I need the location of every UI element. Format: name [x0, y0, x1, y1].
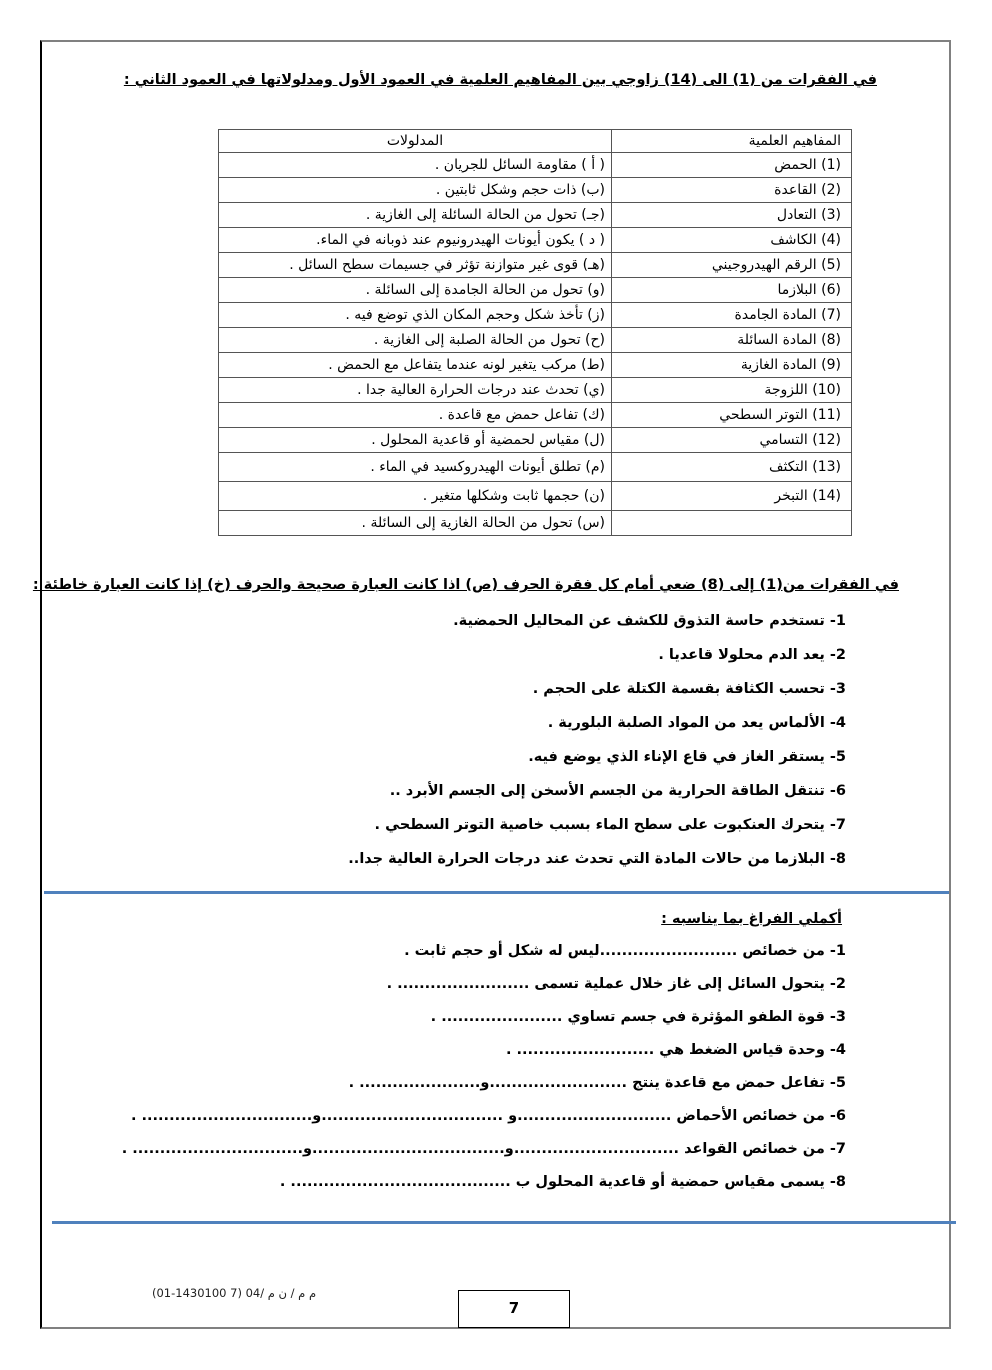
concept-cell: (5) الرقم الهيدروجيني — [612, 253, 852, 278]
header-concepts: المفاهيم العلمية — [612, 130, 852, 153]
fill-blank-item: 8- يسمى مقياس حمضية أو قاعدية المحلول ب ........................................ . — [279, 1174, 846, 1190]
concept-cell: (9) المادة الغازية — [612, 353, 852, 378]
table-row — [219, 228, 852, 253]
meaning-cell: (هـ) قوى غير متوازنة تؤثر في جسيمات سطح السائل . — [219, 253, 612, 278]
concept-cell: (2) القاعدة — [612, 178, 852, 203]
fill-blank-item: 6- من خصائص الأحماض ............................و .................................و............................... . — [130, 1108, 846, 1124]
true-false-item: 5- يستقر الغاز في قاع الإناء الذي يوضع فيه. — [528, 749, 846, 765]
true-false-list — [348, 604, 846, 876]
table-row — [219, 328, 852, 353]
true-false-item: 6- تنتقل الطاقة الحرارية من الجسم الأسخن إلى الجسم الأبرد .. — [389, 783, 846, 799]
meaning-cell: (م) تطلق أيونات الهيدروكسيد في الماء . — [219, 453, 612, 482]
table-row — [219, 278, 852, 303]
concept-cell: (10) اللزوجة — [612, 378, 852, 403]
meaning-cell: (ح) تحول من الحالة الصلبة إلى الغازية . — [219, 328, 612, 353]
concept-cell — [612, 511, 852, 536]
fill-blank-item: 2- يتحول السائل إلى غاز خلال عملية تسمى ........................ . — [386, 976, 846, 992]
table-row — [219, 428, 852, 453]
concept-cell: (1) الحمض — [612, 153, 852, 178]
form-code: (01-1430100 7) 04/ م م / ن م — [152, 1286, 317, 1300]
table-row — [219, 303, 852, 328]
table-row — [219, 353, 852, 378]
meaning-cell: ( د ) يكون أيونات الهيدرونيوم عند ذوبانه في الماء. — [219, 228, 612, 253]
true-false-item: 1- تستخدم حاسة التذوق للكشف عن المحاليل الحمضية. — [453, 613, 846, 629]
matching-table — [218, 129, 852, 536]
true-false-instruction-heading: في الفقرات من(1) إلى (8) ضعي أمام كل فقرة الحرف (ص) اذا كانت العبارة صحيحة والحرف (خ) إذا كانت العبارة خاطئة : — [32, 577, 899, 593]
meaning-cell: (جـ) تحول من الحالة السائلة إلى الغازية . — [219, 203, 612, 228]
concept-cell: (14) التبخر — [612, 482, 852, 511]
section-separator — [44, 891, 949, 894]
fill-blank-item: 4- وحدة قياس الضغط هي ......................... . — [505, 1042, 846, 1058]
meaning-cell: (ب) ذات حجم وشكل ثابتين . — [219, 178, 612, 203]
concept-cell: (12) التسامي — [612, 428, 852, 453]
meaning-cell: (ز) تأخذ شكل وحجم المكان الذي توضع فيه . — [219, 303, 612, 328]
meaning-cell: (ي) تحدث عند درجات الحرارة العالية جدا . — [219, 378, 612, 403]
meaning-cell: (س) تحول من الحالة الغازية إلى السائلة . — [219, 511, 612, 536]
fill-blank-item: 5- تفاعل حمض مع قاعدة ينتج .........................و...................... . — [348, 1075, 846, 1091]
table-row — [219, 511, 852, 536]
meaning-cell: (ك) تفاعل حمض مع قاعدة . — [219, 403, 612, 428]
meaning-cell: (ن) حجمها ثابت وشكلها متغير . — [219, 482, 612, 511]
table-row — [219, 153, 852, 178]
meaning-cell: ( أ ) مقاومة السائل للجريان . — [219, 153, 612, 178]
matching-instruction-heading: في الفقرات من (1) الى (14) زاوجي بين المفاهيم العلمية في العمود الأول ومدلولاتها في العمود الثاني : — [123, 72, 877, 88]
table-row — [219, 178, 852, 203]
fill-blank-item: 3- قوة الطفو المؤثرة في جسم تساوي ...................... . — [430, 1009, 846, 1025]
fill-blank-item: 7- من خصائص القواعد ..............................و...................................و............................... . — [121, 1141, 846, 1157]
table-row — [219, 378, 852, 403]
meaning-cell: (و) تحول من الحالة الجامدة إلى السائلة . — [219, 278, 612, 303]
fill-blank-instruction-heading: أكملي الفراغ بما يناسبه : — [661, 911, 842, 927]
section-separator — [52, 1221, 956, 1224]
page-number: 7 — [458, 1290, 570, 1328]
table-row — [219, 253, 852, 278]
concept-cell: (4) الكاشف — [612, 228, 852, 253]
table-row — [219, 403, 852, 428]
true-false-item: 3- تحسب الكثافة بقسمة الكتلة على الحجم . — [532, 681, 846, 697]
table-row — [219, 482, 852, 511]
matching-table-header-row — [219, 130, 852, 153]
true-false-item: 4- الألماس يعد من المواد الصلبة البلورية . — [547, 715, 846, 731]
concept-cell: (11) التوتر السطحي — [612, 403, 852, 428]
concept-cell: (8) المادة السائلة — [612, 328, 852, 353]
fill-blank-item: 1- من خصائص .........................ليس له شكل أو حجم ثابت . — [404, 943, 846, 959]
concept-cell: (7) المادة الجامدة — [612, 303, 852, 328]
true-false-item: 2- يعد الدم محلولا قاعديا . — [658, 647, 846, 663]
header-meanings: المدلولات — [219, 130, 612, 153]
meaning-cell: (ط) مركب يتغير لونه عندما يتفاعل مع الحمض . — [219, 353, 612, 378]
table-row — [219, 453, 852, 482]
true-false-item: 8- البلازما من حالات المادة التي تحدث عند درجات الحرارة العالية جدا.. — [348, 851, 846, 867]
fill-blank-list — [122, 935, 846, 1199]
meaning-cell: (ل) مقياس لحمضية أو قاعدية المحلول . — [219, 428, 612, 453]
concept-cell: (13) التكثف — [612, 453, 852, 482]
concept-cell: (6) البلازما — [612, 278, 852, 303]
true-false-item: 7- يتحرك العنكبوت على سطح الماء بسبب خاصية التوتر السطحي . — [374, 817, 846, 833]
concept-cell: (3) التعادل — [612, 203, 852, 228]
table-row — [219, 203, 852, 228]
